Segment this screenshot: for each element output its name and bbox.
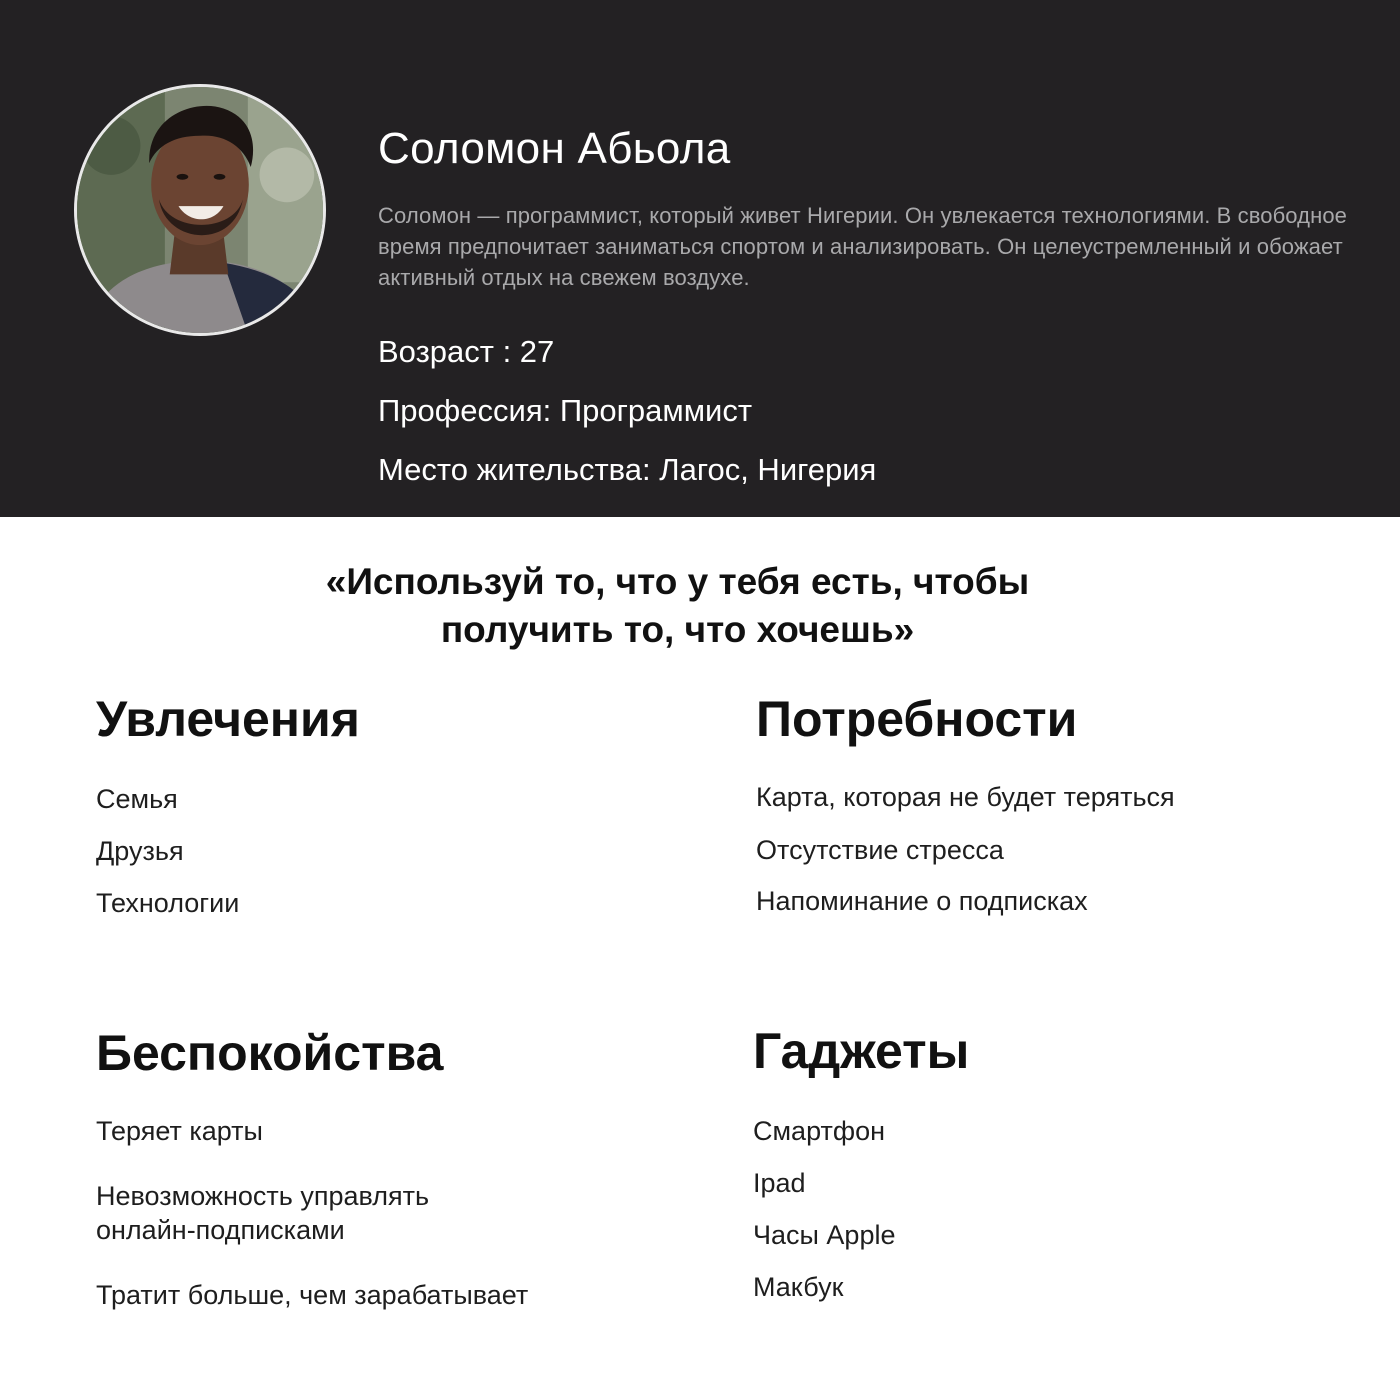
worries-section <box>96 1024 529 1310</box>
list-item: Невозможность управлять <box>96 1181 430 1211</box>
list-item: Напоминание о подписках <box>756 886 1088 916</box>
needs-section <box>756 690 1175 916</box>
gadgets-title: Гаджеты <box>753 1023 970 1079</box>
list-item: Карта, которая не будет теряться <box>756 782 1175 812</box>
list-item: Смартфон <box>753 1116 886 1146</box>
list-item: Ipad <box>753 1168 806 1198</box>
profile-profession: Профессия: Программист <box>378 393 753 428</box>
list-item: Макбук <box>753 1272 844 1302</box>
quote-line-1: «Используй то, что у тебя есть, чтобы <box>325 561 1030 602</box>
hobbies-section <box>96 690 360 918</box>
profile-name: Соломон Абьола <box>378 124 731 173</box>
needs-title: Потребности <box>756 691 1078 747</box>
profile-header <box>0 0 1400 517</box>
list-item: Теряет карты <box>96 1116 263 1146</box>
worries-title: Беспокойства <box>96 1025 444 1081</box>
profile-age: Возраст : 27 <box>378 334 555 369</box>
list-item: Отсутствие стресса <box>756 835 1004 865</box>
profile-bio: Соломон — программист, который живет Нигерии. Он увлекается технологиями. В свободное время предпочитает заниматься спортом и анализировать. Он целеустремленный и обожает активный отдых на свежем воздухе. <box>378 203 1348 290</box>
list-item: Часы Apple <box>753 1220 896 1250</box>
quote-line-2: получить то, что хочешь» <box>440 609 915 650</box>
persona-quote <box>0 558 1355 654</box>
avatar-photo <box>77 87 323 333</box>
list-item: Тратит больше, чем зарабатывает <box>96 1280 529 1310</box>
list-item: Технологии <box>96 888 240 918</box>
gadgets-section <box>753 1022 970 1302</box>
list-item: Друзья <box>96 836 184 866</box>
profile-residence: Место жительства: Лагос, Нигерия <box>378 452 877 487</box>
list-item: онлайн-подписками <box>96 1215 345 1245</box>
hobbies-title: Увлечения <box>96 691 360 747</box>
list-item: Семья <box>96 784 178 814</box>
avatar <box>74 84 326 336</box>
